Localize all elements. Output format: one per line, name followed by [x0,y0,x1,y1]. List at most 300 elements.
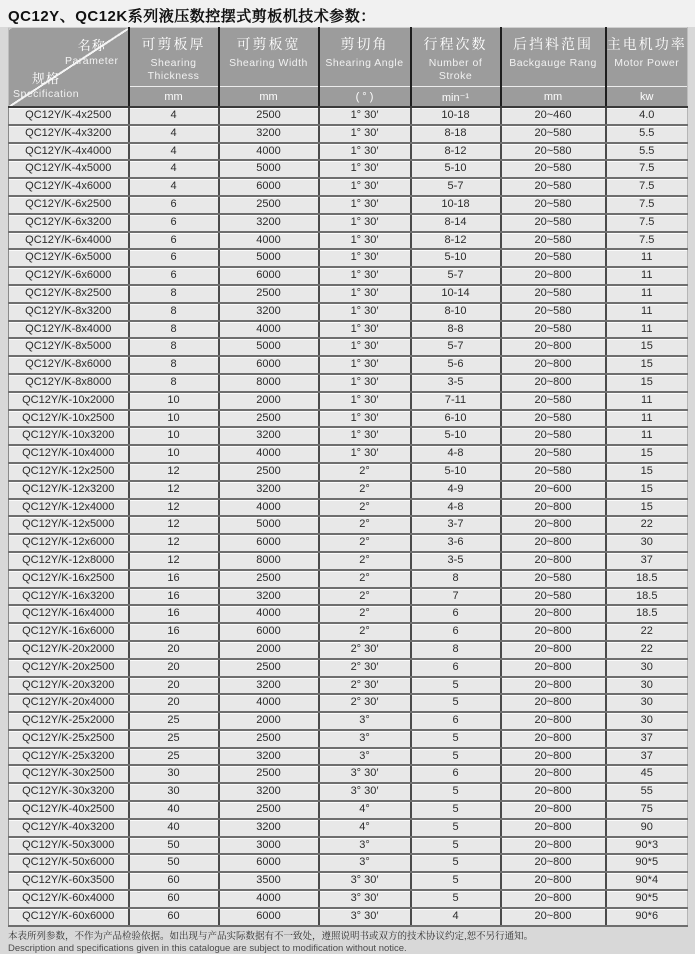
table-row [9,232,688,250]
value-cell: 90*3 [606,837,688,855]
model-cell: QC12Y/K-16x2500 [9,570,129,588]
value-cell: 3200 [219,214,319,232]
value-cell: 10-18 [411,196,501,214]
model-cell: QC12Y/K-8x5000 [9,338,129,356]
value-cell: 30 [606,694,688,712]
value-cell: 2500 [219,659,319,677]
value-cell: 15 [606,463,688,481]
value-cell: 1° 30′ [319,392,411,410]
model-cell: QC12Y/K-16x3200 [9,588,129,606]
value-cell: 20~800 [501,837,606,855]
value-cell: 20 [129,677,219,695]
value-cell: 8-14 [411,214,501,232]
value-cell: 20~580 [501,427,606,445]
value-cell: 5 [411,854,501,872]
value-cell: 5 [411,819,501,837]
value-cell: 20~580 [501,321,606,339]
value-cell: 2500 [219,765,319,783]
table-row [9,214,688,232]
value-cell: 4000 [219,445,319,463]
model-cell: QC12Y/K-50x6000 [9,854,129,872]
table-row [9,872,688,890]
value-cell: 15 [606,481,688,499]
model-cell: QC12Y/K-8x6000 [9,356,129,374]
model-cell: QC12Y/K-30x2500 [9,765,129,783]
value-cell: 4000 [219,321,319,339]
table-row [9,890,688,908]
column-unit: mm [502,86,605,106]
value-cell: 2° [319,499,411,517]
table-row [9,338,688,356]
value-cell: 6000 [219,267,319,285]
model-cell: QC12Y/K-60x4000 [9,890,129,908]
model-cell: QC12Y/K-16x6000 [9,623,129,641]
value-cell: 20~580 [501,178,606,196]
value-cell: 1° 30′ [319,285,411,303]
value-cell: 90*6 [606,908,688,926]
value-cell: 2500 [219,285,319,303]
table-row [9,249,688,267]
value-cell: 3200 [219,125,319,143]
value-cell: 30 [606,659,688,677]
value-cell: 2° [319,481,411,499]
corner-specification-group [13,68,79,101]
value-cell: 6 [129,232,219,250]
value-cell: 4 [129,160,219,178]
value-cell: 3200 [219,748,319,766]
table-row [9,677,688,695]
column-header-backgauge-range [501,28,606,108]
value-cell: 6000 [219,534,319,552]
column-header-number-of-stroke [411,28,501,108]
value-cell: 4000 [219,232,319,250]
value-cell: 2° 30′ [319,659,411,677]
value-cell: 11 [606,321,688,339]
model-cell: QC12Y/K-4x6000 [9,178,129,196]
value-cell: 10 [129,427,219,445]
value-cell: 1° 30′ [319,427,411,445]
value-cell: 12 [129,481,219,499]
table-row [9,534,688,552]
value-cell: 6000 [219,178,319,196]
value-cell: 5-7 [411,178,501,196]
value-cell: 3° 30′ [319,890,411,908]
model-cell: QC12Y/K-50x3000 [9,837,129,855]
model-cell: QC12Y/K-40x3200 [9,819,129,837]
value-cell: 20~800 [501,801,606,819]
value-cell: 1° 30′ [319,338,411,356]
value-cell: 1° 30′ [319,303,411,321]
value-cell: 4 [129,107,219,125]
value-cell: 5-7 [411,267,501,285]
model-cell: QC12Y/K-12x5000 [9,516,129,534]
value-cell: 10 [129,392,219,410]
value-cell: 7.5 [606,178,688,196]
value-cell: 60 [129,908,219,926]
model-cell: QC12Y/K-6x2500 [9,196,129,214]
spec-table [8,27,688,927]
value-cell: 11 [606,267,688,285]
value-cell: 10-18 [411,107,501,125]
value-cell: 5-10 [411,463,501,481]
value-cell: 6000 [219,854,319,872]
model-cell: QC12Y/K-60x3500 [9,872,129,890]
value-cell: 6000 [219,356,319,374]
value-cell: 20~580 [501,463,606,481]
corner-parameter-group [65,35,119,68]
table-row [9,748,688,766]
table-row [9,605,688,623]
table-row [9,196,688,214]
value-cell: 20~580 [501,125,606,143]
model-cell: QC12Y/K-6x5000 [9,249,129,267]
value-cell: 7-11 [411,392,501,410]
column-label-cn: 可剪板宽 [236,36,301,52]
model-cell: QC12Y/K-10x2500 [9,410,129,428]
value-cell: 3-5 [411,374,501,392]
value-cell: 2° [319,605,411,623]
value-cell: 5000 [219,338,319,356]
value-cell: 1° 30′ [319,445,411,463]
value-cell: 30 [129,765,219,783]
table-row [9,712,688,730]
value-cell: 5 [411,890,501,908]
value-cell: 15 [606,499,688,517]
value-cell: 11 [606,249,688,267]
value-cell: 1° 30′ [319,410,411,428]
value-cell: 90*5 [606,890,688,908]
table-row [9,267,688,285]
value-cell: 6000 [219,623,319,641]
footnote [8,931,695,954]
model-cell: QC12Y/K-40x2500 [9,801,129,819]
value-cell: 20~800 [501,765,606,783]
value-cell: 55 [606,783,688,801]
value-cell: 5-7 [411,338,501,356]
value-cell: 20~800 [501,872,606,890]
value-cell: 4 [129,178,219,196]
table-row [9,730,688,748]
value-cell: 25 [129,730,219,748]
value-cell: 7.5 [606,232,688,250]
value-cell: 2° [319,588,411,606]
table-row [9,303,688,321]
value-cell: 1° 30′ [319,107,411,125]
value-cell: 2° 30′ [319,641,411,659]
value-cell: 3° 30′ [319,765,411,783]
value-cell: 5-6 [411,356,501,374]
value-cell: 5 [411,677,501,695]
value-cell: 6 [129,214,219,232]
table-row [9,285,688,303]
value-cell: 10 [129,410,219,428]
model-cell: QC12Y/K-12x6000 [9,534,129,552]
value-cell: 20~800 [501,516,606,534]
value-cell: 3° [319,854,411,872]
value-cell: 2500 [219,410,319,428]
model-cell: QC12Y/K-25x2500 [9,730,129,748]
value-cell: 1° 30′ [319,374,411,392]
value-cell: 20~460 [501,107,606,125]
value-cell: 18.5 [606,570,688,588]
value-cell: 16 [129,588,219,606]
value-cell: 5-10 [411,427,501,445]
value-cell: 20~800 [501,499,606,517]
table-row [9,321,688,339]
value-cell: 4 [129,125,219,143]
value-cell: 30 [606,712,688,730]
model-cell: QC12Y/K-12x4000 [9,499,129,517]
column-label-cn: 可剪板厚 [141,36,206,52]
column-label-en: Shearing Thickness [147,57,200,83]
footnote-cn: 本表所列参数，不作为产品检验依据。如出现与产品实际数据有不一致处，遵照说明书或双方的技术协议约定,恕不另行通知。 [8,930,534,942]
value-cell: 2500 [219,107,319,125]
value-cell: 3° 30′ [319,783,411,801]
value-cell: 4-9 [411,481,501,499]
table-row [9,481,688,499]
value-cell: 5 [411,730,501,748]
page-title: QC12Y、QC12K系列液压数控摆式剪板机技术参数： [8,8,376,25]
value-cell: 2° [319,516,411,534]
table-row [9,837,688,855]
column-header-shearing-width [219,28,319,108]
value-cell: 6 [411,659,501,677]
value-cell: 2000 [219,641,319,659]
value-cell: 20~580 [501,588,606,606]
value-cell: 16 [129,605,219,623]
value-cell: 5 [411,694,501,712]
value-cell: 20~800 [501,819,606,837]
value-cell: 15 [606,338,688,356]
value-cell: 20 [129,694,219,712]
value-cell: 20~800 [501,908,606,926]
table-row [9,427,688,445]
value-cell: 2000 [219,392,319,410]
value-cell: 20 [129,659,219,677]
value-cell: 20~580 [501,410,606,428]
value-cell: 25 [129,748,219,766]
table-row [9,765,688,783]
table-body [9,107,688,926]
model-cell: QC12Y/K-20x2000 [9,641,129,659]
table-row [9,178,688,196]
value-cell: 3° [319,712,411,730]
value-cell: 2° [319,463,411,481]
value-cell: 20~580 [501,445,606,463]
column-label-cn: 剪切角 [340,36,389,52]
value-cell: 37 [606,730,688,748]
footnote-en: Description and specifications given in this catalogue are subject to modification without notice. [8,942,407,954]
table-row [9,588,688,606]
value-cell: 12 [129,499,219,517]
value-cell: 7 [411,588,501,606]
value-cell: 5 [411,801,501,819]
value-cell: 6-10 [411,410,501,428]
table-row [9,783,688,801]
value-cell: 2500 [219,801,319,819]
value-cell: 20~800 [501,552,606,570]
value-cell: 5-10 [411,249,501,267]
value-cell: 20~600 [501,481,606,499]
column-unit: min⁻¹ [412,86,500,106]
table-row [9,445,688,463]
value-cell: 30 [606,534,688,552]
value-cell: 8 [129,321,219,339]
value-cell: 11 [606,285,688,303]
value-cell: 3000 [219,837,319,855]
corner-name-cn: 名称 [77,38,106,53]
column-header-shearing-angle [319,28,411,108]
value-cell: 45 [606,765,688,783]
value-cell: 4 [411,908,501,926]
column-label-en: Backgauge Rang [509,57,597,69]
column-label-en: Number of Stroke [428,57,483,83]
value-cell: 15 [606,445,688,463]
value-cell: 8 [411,641,501,659]
model-cell: QC12Y/K-30x3200 [9,783,129,801]
value-cell: 8 [129,338,219,356]
model-cell: QC12Y/K-8x4000 [9,321,129,339]
header-row [9,28,688,108]
table-row [9,392,688,410]
value-cell: 10 [129,445,219,463]
model-cell: QC12Y/K-12x2500 [9,463,129,481]
value-cell: 12 [129,463,219,481]
value-cell: 4000 [219,694,319,712]
value-cell: 20~800 [501,267,606,285]
value-cell: 20~580 [501,303,606,321]
value-cell: 1° 30′ [319,178,411,196]
value-cell: 1° 30′ [319,160,411,178]
value-cell: 4° [319,819,411,837]
value-cell: 8-10 [411,303,501,321]
model-cell: QC12Y/K-8x2500 [9,285,129,303]
value-cell: 22 [606,516,688,534]
model-cell: QC12Y/K-20x2500 [9,659,129,677]
value-cell: 3200 [219,677,319,695]
value-cell: 20~580 [501,143,606,161]
model-cell: QC12Y/K-4x4000 [9,143,129,161]
value-cell: 20~800 [501,534,606,552]
value-cell: 7.5 [606,160,688,178]
column-label-en: Motor Power [614,57,680,69]
value-cell: 8 [129,303,219,321]
value-cell: 5 [411,748,501,766]
table-row [9,552,688,570]
value-cell: 3200 [219,303,319,321]
value-cell: 6 [129,267,219,285]
value-cell: 15 [606,374,688,392]
table-row [9,801,688,819]
value-cell: 20~800 [501,694,606,712]
table-row [9,463,688,481]
value-cell: 20~580 [501,160,606,178]
model-cell: QC12Y/K-12x8000 [9,552,129,570]
title-band [0,0,695,27]
model-cell: QC12Y/K-10x3200 [9,427,129,445]
value-cell: 3° 30′ [319,908,411,926]
value-cell: 3° [319,730,411,748]
table-row [9,854,688,872]
value-cell: 6000 [219,908,319,926]
value-cell: 11 [606,427,688,445]
value-cell: 3-6 [411,534,501,552]
value-cell: 90*4 [606,872,688,890]
value-cell: 8 [129,285,219,303]
value-cell: 20~800 [501,890,606,908]
value-cell: 25 [129,712,219,730]
model-cell: QC12Y/K-25x3200 [9,748,129,766]
model-cell: QC12Y/K-6x4000 [9,232,129,250]
value-cell: 20~580 [501,232,606,250]
value-cell: 20~580 [501,196,606,214]
value-cell: 16 [129,570,219,588]
model-cell: QC12Y/K-4x3200 [9,125,129,143]
table-row [9,107,688,125]
value-cell: 1° 30′ [319,249,411,267]
value-cell: 4000 [219,890,319,908]
table-row [9,125,688,143]
value-cell: 2500 [219,730,319,748]
value-cell: 3° [319,748,411,766]
value-cell: 11 [606,303,688,321]
value-cell: 4000 [219,499,319,517]
value-cell: 16 [129,623,219,641]
value-cell: 2500 [219,196,319,214]
value-cell: 20~800 [501,677,606,695]
value-cell: 5 [411,872,501,890]
value-cell: 4-8 [411,499,501,517]
value-cell: 5000 [219,516,319,534]
value-cell: 5.5 [606,125,688,143]
column-header-shearing-thickness [129,28,219,108]
value-cell: 1° 30′ [319,125,411,143]
value-cell: 11 [606,410,688,428]
value-cell: 37 [606,552,688,570]
model-cell: QC12Y/K-20x3200 [9,677,129,695]
table-row [9,374,688,392]
column-label-cn: 主电机功率 [606,36,687,52]
column-unit: ( ° ) [320,86,410,106]
value-cell: 75 [606,801,688,819]
value-cell: 7.5 [606,214,688,232]
value-cell: 3-7 [411,516,501,534]
value-cell: 20 [129,641,219,659]
model-cell: QC12Y/K-6x6000 [9,267,129,285]
value-cell: 18.5 [606,588,688,606]
value-cell: 8 [129,374,219,392]
model-cell: QC12Y/K-8x3200 [9,303,129,321]
table-row [9,160,688,178]
value-cell: 6 [411,623,501,641]
value-cell: 15 [606,356,688,374]
table-row [9,499,688,517]
table-row [9,641,688,659]
model-cell: QC12Y/K-4x2500 [9,107,129,125]
model-cell: QC12Y/K-20x4000 [9,694,129,712]
value-cell: 12 [129,534,219,552]
table-row [9,143,688,161]
value-cell: 4° [319,801,411,819]
model-cell: QC12Y/K-4x5000 [9,160,129,178]
column-header-motor-power [606,28,688,108]
value-cell: 2500 [219,463,319,481]
value-cell: 3° [319,837,411,855]
value-cell: 3-5 [411,552,501,570]
table-row [9,570,688,588]
value-cell: 1° 30′ [319,356,411,374]
value-cell: 20~580 [501,285,606,303]
